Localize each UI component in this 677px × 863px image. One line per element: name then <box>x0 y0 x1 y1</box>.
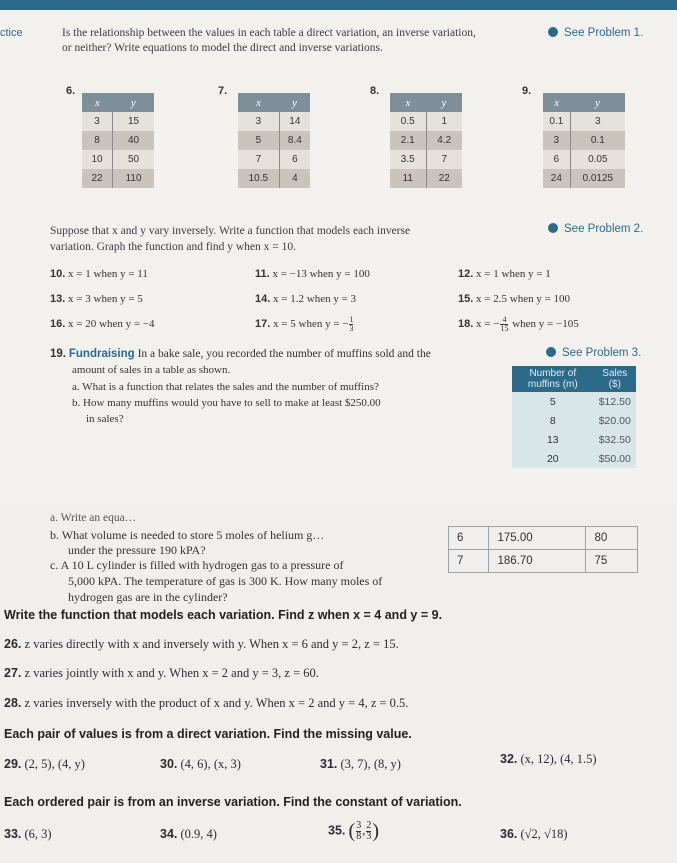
problem-28 <box>4 696 408 711</box>
open-paren: ( <box>348 820 356 842</box>
fraction <box>349 316 353 333</box>
gas-b1: b. What volume is needed to store 5 moles of helium g… <box>50 528 325 542</box>
problem-15 <box>458 293 570 305</box>
cell: 3 <box>238 112 279 131</box>
x-header: x <box>543 93 570 112</box>
cell: 0.1 <box>570 131 625 150</box>
cell: 110 <box>113 169 154 188</box>
section1-prompt: Is the relationship between the values in each table a direct variation, an inverse variation, or neither? Write equations to model the direct and inverse variations. <box>62 27 476 54</box>
problem-35: 35. ( $\frac{3}{8}$ , $\frac{2}{3}$ ) <box>328 820 379 842</box>
section4-heading: Each pair of values is from a direct variation. Find the missing value. <box>4 727 412 741</box>
problem-12 <box>458 268 551 280</box>
x-header: x <box>238 93 279 112</box>
cell: 0.5 <box>390 112 426 131</box>
problem-33 <box>4 827 52 842</box>
table-problem-6 <box>82 93 154 188</box>
cell: 11 <box>390 169 426 188</box>
cell: 4 <box>279 169 310 188</box>
item-text: x = 1.2 when y = 3 <box>273 293 357 305</box>
cell: 3 <box>543 131 570 150</box>
cell: 15 <box>113 112 154 131</box>
section2-hint[interactable]: See Problem 2. <box>548 223 643 235</box>
cell: 22 <box>426 169 462 188</box>
bullet-icon <box>548 223 558 233</box>
y-header: y <box>570 93 625 112</box>
cell: 13 <box>512 430 594 449</box>
cell: 0.0125 <box>570 169 625 188</box>
item-number: 32. <box>500 752 518 766</box>
item-text: (3, 7), (8, y) <box>340 757 401 771</box>
problem-34 <box>160 827 217 842</box>
denominator: 3 <box>349 324 354 333</box>
item-text: x = −13 when y = 100 <box>272 268 370 280</box>
cell: $32.50 <box>594 430 636 449</box>
x-header: x <box>390 93 426 112</box>
cell: 24 <box>543 169 570 188</box>
cell: 40 <box>113 131 154 150</box>
cell: 7 <box>238 150 279 169</box>
problem-17 <box>255 316 354 333</box>
item-number: 36. <box>500 827 518 841</box>
section3-hint[interactable]: See Problem 3. <box>546 347 641 359</box>
fraction <box>500 316 508 333</box>
item-text-tail: when y = −105 <box>512 318 579 331</box>
item-number: 13. <box>50 293 66 305</box>
gas-b2: under the pressure 190 kPA? <box>68 543 206 557</box>
problem-19-b2: in sales? <box>86 413 124 425</box>
table-problem-7 <box>238 93 310 188</box>
problem-13 <box>50 293 143 305</box>
problem-19-a: a. What is a function that relates the sales and the number of muffins? <box>72 381 379 393</box>
cell: 8 <box>82 131 113 150</box>
item-number: 12. <box>458 268 474 280</box>
numerator: 2 <box>366 820 372 831</box>
numerator: 3 <box>356 820 362 831</box>
problem-30 <box>160 757 241 772</box>
x-header: x <box>82 93 113 112</box>
cell: 10.5 <box>238 169 279 188</box>
fraction <box>366 821 371 842</box>
cell: 6 <box>279 150 310 169</box>
problem-11 <box>255 268 370 280</box>
numerator: 4 <box>502 315 507 324</box>
section2-prompt-line2: variation. Graph the function and find y when x = 10. <box>50 241 297 253</box>
numerator: 1 <box>349 315 354 324</box>
cell: 3.5 <box>390 150 426 169</box>
item-number: 14. <box>255 293 271 305</box>
cell: 6 <box>543 150 570 169</box>
section5-heading: Each ordered pair is from an inverse variation. Find the constant of variation. <box>4 795 462 809</box>
cell: $20.00 <box>594 411 636 430</box>
cell: 7 <box>426 150 462 169</box>
problem-10 <box>50 268 148 280</box>
bullet-icon <box>546 347 556 357</box>
item-text: (√2, √18) <box>520 827 568 841</box>
section1-hint[interactable]: See Problem 1. <box>548 27 643 39</box>
item-number: 18. <box>458 318 474 331</box>
item-text: x = 20 when y = −4 <box>68 318 155 330</box>
problem-7-number: 7. <box>218 85 228 97</box>
denominator: 3 <box>366 831 372 842</box>
item-number: 15. <box>458 293 474 305</box>
cell: 14 <box>279 112 310 131</box>
problem-32 <box>500 752 597 767</box>
item-text: x = − <box>476 318 500 331</box>
item-text: z varies inversely with the product of x and y. When x = 2 and y = 4, z = 0.5. <box>24 696 409 710</box>
denominator: 15 <box>500 324 509 333</box>
cell: $12.50 <box>594 392 636 411</box>
problem-label: Fundraising <box>68 348 135 360</box>
section2-prompt-line1: Suppose that x and y vary inversely. Write a function that models each inverse <box>50 225 411 237</box>
cell: 10 <box>82 150 113 169</box>
item-text: z varies directly with x and inversely with y. When x = 6 and y = 2, z = 15. <box>24 637 399 651</box>
item-number: 30. <box>160 757 178 771</box>
muffin-col-header: Number of muffins (m) <box>512 366 594 392</box>
item-number: 34. <box>160 827 178 841</box>
sales-col-header: Sales ($) <box>594 366 636 392</box>
cell: 50 <box>113 150 154 169</box>
cell: 1 <box>426 112 462 131</box>
muffin-table <box>512 366 636 468</box>
problem-16 <box>50 318 154 330</box>
cell: 20 <box>512 449 594 468</box>
problem-6-number: 6. <box>66 85 76 97</box>
item-number: 33. <box>4 827 22 841</box>
item-text: x = 3 when y = 5 <box>68 293 143 305</box>
item-text: (0.9, 4) <box>180 827 217 841</box>
item-text: (4, 6), (x, 3) <box>180 757 241 771</box>
cell: 5 <box>238 131 279 150</box>
cell: 22 <box>82 169 113 188</box>
bullet-icon <box>548 27 558 37</box>
item-number: 10. <box>50 268 66 280</box>
cell: 0.05 <box>570 150 625 169</box>
denominator: 8 <box>356 831 362 842</box>
cell: 4.2 <box>426 131 462 150</box>
problem-19-b1: b. How many muffins would you have to sell to make at least $250.00 <box>72 397 381 409</box>
problem-18 <box>458 316 579 333</box>
problem-29 <box>4 757 85 772</box>
item-text: (6, 3) <box>24 827 52 841</box>
item-text: x = 1 when y = 11 <box>68 268 148 280</box>
item-number: 19. <box>50 348 66 360</box>
cell: 8 <box>512 411 594 430</box>
item-number: 26. <box>4 637 22 651</box>
cell: 3 <box>570 112 625 131</box>
y-header: y <box>279 93 310 112</box>
problem-14 <box>255 293 356 305</box>
cell: $50.00 <box>594 449 636 468</box>
cell: 3 <box>82 112 113 131</box>
item-number: 27. <box>4 666 22 680</box>
cell: 186.70 <box>489 550 586 573</box>
problem-36 <box>500 827 568 842</box>
item-number: 16. <box>50 318 66 330</box>
item-text: x = 1 when y = 1 <box>476 268 551 280</box>
item-text: (x, 12), (4, 1.5) <box>520 752 597 766</box>
table-problem-9 <box>543 93 625 188</box>
item-number: 11. <box>255 268 270 280</box>
problem-9-number: 9. <box>522 85 532 97</box>
side-tab: ctice <box>0 27 23 39</box>
problem-8-number: 8. <box>370 85 380 97</box>
cell: 5 <box>512 392 594 411</box>
cell: 6 <box>449 527 489 550</box>
cell: 8.4 <box>279 131 310 150</box>
item-text: x = 2.5 when y = 100 <box>476 293 571 305</box>
problem-19 <box>50 348 431 360</box>
cell: 75 <box>586 550 638 573</box>
item-number: 35. <box>328 823 346 838</box>
problem-19-text2: amount of sales in a table as shown. <box>72 364 231 376</box>
item-text: z varies jointly with x and y. When x = 2 and y = 3, z = 60. <box>24 666 319 680</box>
close-paren: ) <box>372 820 379 842</box>
gas-a: a. Write an equa… <box>50 512 137 524</box>
cell: 175.00 <box>489 527 586 550</box>
y-header: y <box>113 93 154 112</box>
item-number: 29. <box>4 757 22 771</box>
item-text: x = 5 when y = − <box>273 318 349 331</box>
problem-text: In a bake sale, you recorded the number of muffins sold and the <box>137 348 431 360</box>
top-banner <box>0 0 677 10</box>
y-header: y <box>426 93 462 112</box>
cell: 0.1 <box>543 112 570 131</box>
table-problem-8 <box>390 93 462 188</box>
item-number: 31. <box>320 757 338 771</box>
gas-c3: hydrogen gas are in the cylinder? <box>68 590 228 604</box>
item-number: 17. <box>255 318 271 331</box>
problem-31 <box>320 757 401 772</box>
section3-heading: Write the function that models each variation. Find z when x = 4 and y = 9. <box>4 608 443 622</box>
problem-27 <box>4 666 319 681</box>
item-number: 28. <box>4 696 22 710</box>
problem-26 <box>4 637 399 652</box>
gas-c2: 5,000 kPA. The temperature of gas is 300 K. How many moles of <box>68 574 383 588</box>
cell: 2.1 <box>390 131 426 150</box>
cell: 80 <box>586 527 638 550</box>
fraction <box>356 821 361 842</box>
item-text: (2, 5), (4, y) <box>24 757 85 771</box>
gas-table <box>448 526 638 573</box>
cell: 7 <box>449 550 489 573</box>
gas-c1: c. A 10 L cylinder is filled with hydrogen gas to a pressure of <box>50 558 344 572</box>
